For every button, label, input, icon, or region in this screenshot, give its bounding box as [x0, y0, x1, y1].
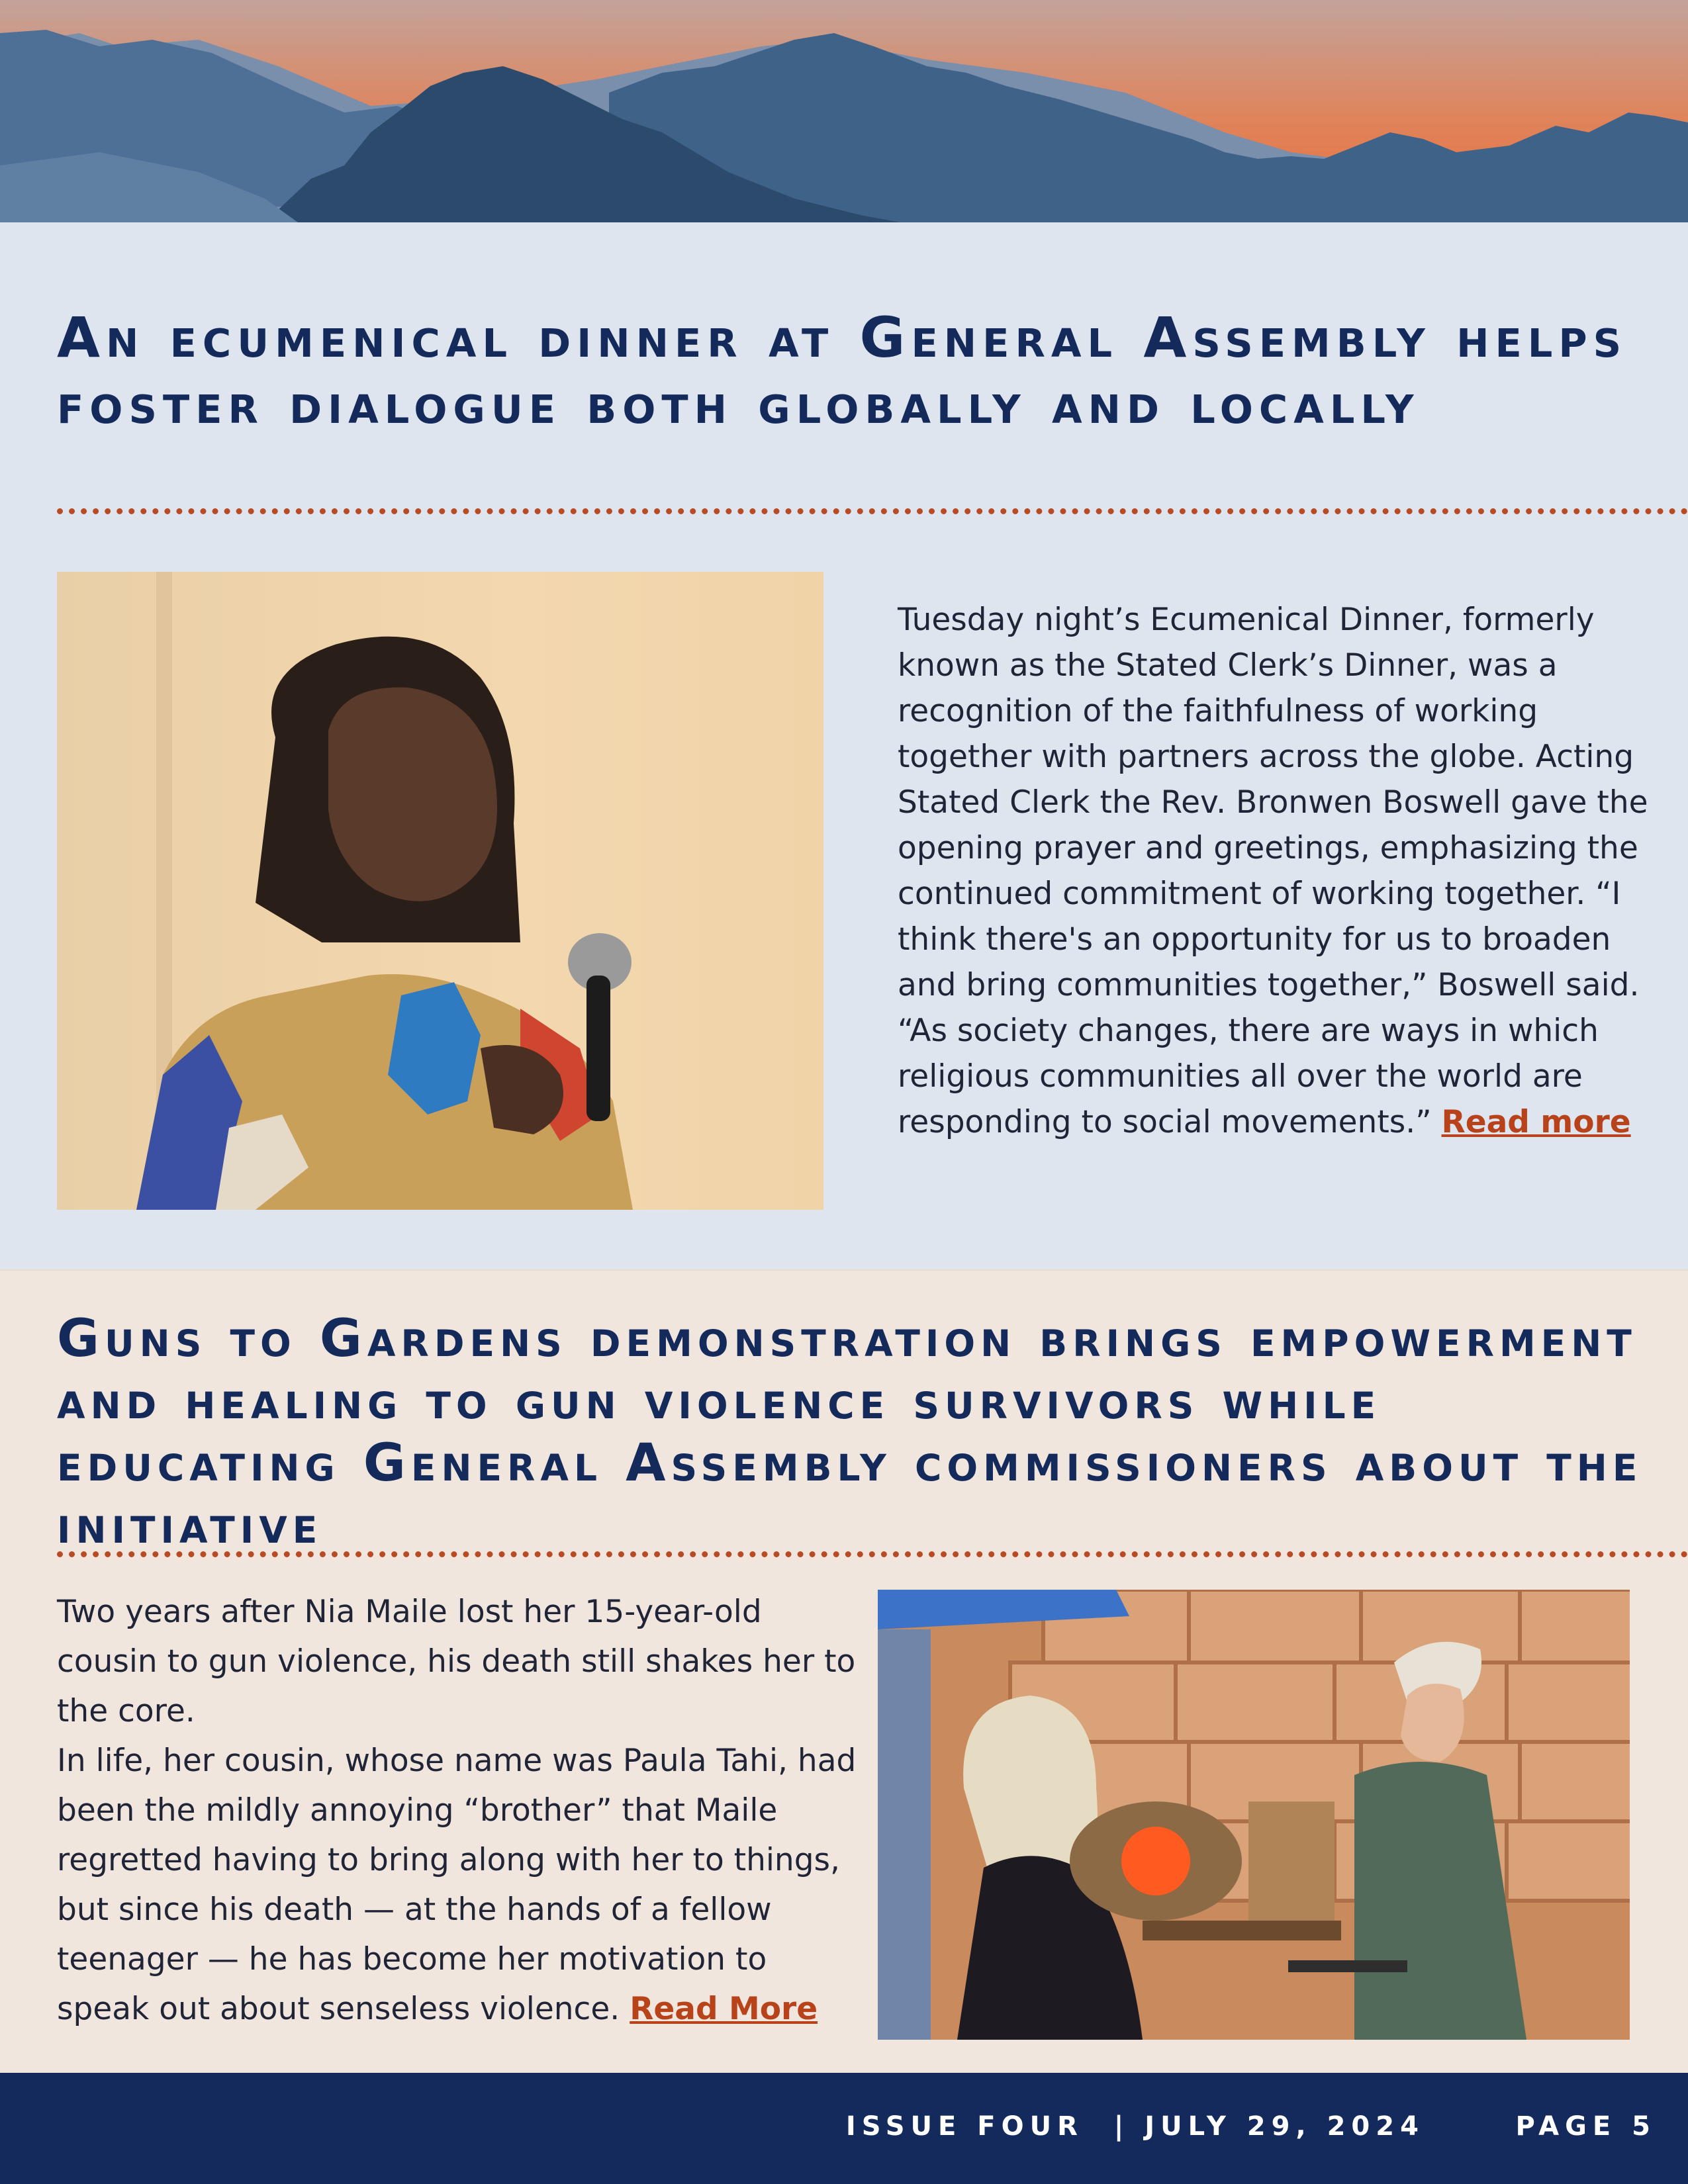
page-footer [0, 2073, 1688, 2184]
issue-label: ISSUE FOUR [845, 2111, 1084, 2142]
mountain-banner [0, 0, 1688, 222]
read-more-link[interactable]: Read more [1441, 1104, 1631, 1140]
article-headline: An ecumenical dinner at General Assembly helps foster dialogue both globally and locally [57, 305, 1628, 436]
issue-date: JULY 29, 2024 [1145, 2111, 1425, 2142]
article-body [57, 1587, 858, 2034]
footer-issue-info [846, 2111, 1656, 2142]
article-paragraph: Two years after Nia Maile lost her 15-year-old cousin to gun violence, his death still shakes her to the core. [57, 1594, 856, 1729]
speaker-photo [57, 572, 823, 1210]
dotted-divider [57, 508, 1688, 514]
read-more-link[interactable]: Read More [630, 1991, 818, 2027]
footer-separator: | [1113, 2111, 1130, 2142]
page-number: PAGE 5 [1515, 2111, 1656, 2142]
article-body [898, 597, 1652, 1145]
article-headline: Guns to Gardens demonstration brings empowerment and healing to gun violence survivors while educating General Assembly commissioners about the initiative [57, 1309, 1643, 1555]
article-ecumenical-dinner [0, 222, 1688, 1269]
forge-demonstration-photo [878, 1590, 1630, 2040]
article-guns-to-gardens [0, 1269, 1688, 2074]
dotted-divider [57, 1551, 1688, 1557]
article-paragraph: Tuesday night’s Ecumenical Dinner, formerly known as the Stated Clerk’s Dinner, was a recognition of the faithfulness of working together with partners across the globe. Acting Stated Clerk the Rev. Bronwen Boswell gave the opening prayer and greetings, emphasizing the continued commitment of working together. “I think there's an opportunity for us to broaden and bring communities together,” Boswell said. “As society changes, there are ways in which religious communities all over the world are responding to social movements.” [898, 602, 1648, 1140]
article-paragraph: In life, her cousin, whose name was Paula Tahi, had been the mildly annoying “brother” that Maile regretted having to bring along with her to things, but since his death — at the hands of a fellow teenager — he has become her motivation to speak out about senseless violence. [57, 1743, 857, 2027]
